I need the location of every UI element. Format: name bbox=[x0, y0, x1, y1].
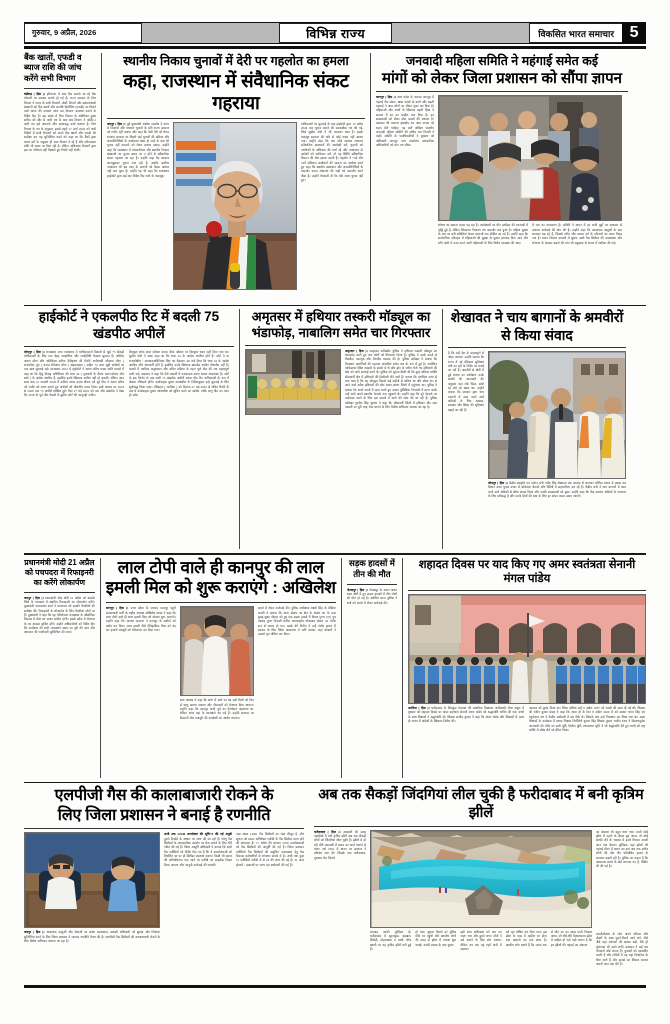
photo-art bbox=[409, 595, 646, 704]
body-copy: से मौत का का खास पानी निकाल आया, जो धीरे-धीरे विशालकाय झील में तब्दील हो गई। यही कारण है कि इन झीलों की गहराई का अंदाजा bbox=[550, 929, 593, 947]
divider bbox=[314, 826, 648, 827]
story-faridabad-col8 bbox=[596, 830, 648, 930]
row-1 bbox=[24, 53, 646, 301]
story-faridabad-headline: अब तक सैकड़ों जिंदगियां लील चुकी है फरीदाबाद में बनी कृत्रिम झीलें bbox=[318, 787, 644, 822]
masthead bbox=[24, 22, 646, 44]
story-faridabad-col1 bbox=[314, 830, 366, 994]
body-copy: शोषण का सामना करना पड़ रहा है। कार्यस्थलों पर यौन उत्पीड़न की घटनाओं में वृद्धि हुई है, लेकिन शिकायत निवारण तंत्र कमजोर बना हुआ है। महिला सुरक्षा के नाम पर बनी समितियां केवल कागजों तक सीमित रह गई हैं। उन्होंने कहा कि सार्वजनिक परिवहन में महिलाओं की सुरक्षा के पुख्ता इंतजाम किए जाएं और रात्रि पाली में काम करने वाली महिलाओं के लिए विशेष व्यवस्था की जाए। bbox=[438, 223, 528, 245]
dateline: जोधपुर ( हिस )। bbox=[488, 481, 508, 486]
column-divider bbox=[370, 53, 371, 301]
divider bbox=[107, 118, 365, 119]
divider bbox=[245, 345, 437, 346]
story-lpg bbox=[24, 786, 304, 981]
dateline: कानपुर ( हिस )। bbox=[376, 95, 396, 100]
story-gehlot-col1 bbox=[107, 122, 169, 307]
body-copy: अमृतसर कमिश्नरेट पुलिस ने हथियार तस्करी मॉड्यूल का भंडाफोड़ करते हुए चार लोगों को गिरफ्तार किया है। पुलिस ने उनके कब्जे से पिस्तौल, कारतूस और मैगजीन बरामद की है। पुलिस कमिश्नर ने बताया कि गिरफ्तार आरोपियों की पहचान नाबालिग समेत चार के रूप में हुई है। आरोपित पाकिस्तान स्थित तस्करों के संपर्क में थे और ड्रोन के जरिए भेजे गए हथियारों की खेप को आगे सप्लाई करते थे। पुलिस को सूचना मिली थी कि कुछ संदिग्ध व्यक्ति सीमावर्ती क्षेत्र में हथियारों की डिलीवरी लेने वाले हैं। bbox=[345, 348, 437, 379]
story-highcourt bbox=[24, 309, 234, 549]
story-lpg-headline-line2: लिए जिला प्रशासन ने बनाई है रणनीति bbox=[57, 806, 271, 824]
body-copy: में भय का वातावरण है। समिति ने ज्ञापन में इन सभी मुद्दों पर प्रशासन से तत्काल कार्रवाई की मांग की है। उन्होंने कहा कि आवश्यक वस्तुओं के दाम लगातार बढ़ रहे हैं, जिससे गरीब और मध्यम वर्ग के परिवारों का बजट बिगड़ गया है। राशन वितरण प्रणाली में सुधार, सस्ते गैस सिलेंडर की उपलब्धता और रोजगार के अवसर बढ़ाने की मांग भी प्रमुखता से ज्ञापन में शामिल की गई। bbox=[532, 223, 622, 245]
body-copy: पास संपन्न 14561 गैस सिलेंडरों का भंडा मौजूद है, और सूचना को 6262 अतिरिक्त एजेंसी के गैस सिलेंडर प्राप्त होने की संभावना है। 17 अप्रैल की लगभग 5256 उपभोक्ताओं को गैस सिलेंडरों की आपूर्ति की गई है। bbox=[236, 832, 304, 850]
story-lpg-headline-line1: एलपीजी गैस की कालाबाजारी रोकने के bbox=[54, 787, 274, 805]
body-copy-2: जिला प्रशासन एजेंसियों गैस सिलेंडरों की समुचित उपलब्धता हेतु गैस विकास कर्मचारियों से लगातार संपर्क में है। अभी तक कुल 51 एजेंसियों एजेंसी में से 26 की जांच की गई है। 31 अन्य होटलों / ढाबाओं पर जांच एवं छापेमारी की गई है। bbox=[236, 845, 304, 867]
dateline: जयपुर ( हिस )। bbox=[24, 930, 45, 935]
body-copy-2: बताया कि प्रारंभिक जांच से पता चला है कि यह मॉड्यूल पिछले कई महीनों से सक्रिय था और सीमा पार से आने वाले अवैध हथियारों की खेप अलग-अलग जिलों में पहुंचाता था। पुलिस ने बताया कि अपने कब्जे में काम करते हुए उनका पुलिसिया निगरानी में प्राप्त करके उन्हें आगे अपने स्थानीय नेटवर्क तक पहुंचाते थे। उन्होंने कहा कि पूरे नेटवर्क का पर्दाफाश करने के लिए इस मामले में आगे की जांच की जा रही है। पुलिस कमिश्नर गुरदीप सिंह भुल्लर ने कहा कि सीमावर्ती जिलों में हथियार और नशा तस्करी पर पूरी तरह रोक लगाने के लिए विशेष अभियान चलाया जा रहा है। bbox=[345, 374, 437, 410]
dateline: चंडीगढ़ ( हिस )। bbox=[24, 91, 45, 96]
story-akhilesh bbox=[106, 558, 336, 778]
story-mangal-headline: शहादत दिवस पर याद किए गए अमर स्वतंत्रता सेनानी मंगल पांडेय bbox=[418, 558, 636, 586]
story-women-committee bbox=[376, 53, 628, 301]
story-shekhawat-headline: शेखावत ने चाय बागानों के श्रमवीरों से किया संवाद bbox=[450, 309, 624, 343]
brand-block bbox=[529, 23, 646, 43]
story-bank-audit bbox=[24, 53, 96, 301]
story-bank-audit-headline: बैंक खातों, एफडी व ब्याज राशि की जांच करेंगे सभी विभाग bbox=[24, 52, 82, 84]
body-copy: कब्जे में लेकर कार्रवाई की। पुलिस अधीक्षक लक्ष्मी सिंह के मीडिया प्रभारी ने बताया कि थाना सेक्टर 39 क्षेत्र के सेक्टर 90 के पास सुबह-सुबह दोपहर को हुए एक सड़क हादसे में विमल गुप्ता (37) पुत्र चंद्रचंद्र गुप्ता निवासी प्रतीक धरातलहोम घोषाबाद सेक्टर 45 गंभीर रूप से घायल हो गए। उसके बेटे विनीत ने उन्हें गंभीर हालत में उपचार के लिए जिला अस्पताल में भर्ती कराया, जहां डॉक्टरों ने उसको मृत घोषित कर दिया। bbox=[257, 606, 336, 637]
body-copy: उसे मृत घोषित कर दिया गया। इस झील के पास में माहौल पर होता सात खदानों का एक संघर है। स्थानीय लोग बताते हैं कि 1990 तक bbox=[505, 929, 547, 947]
story-faridabad-col7 bbox=[551, 930, 592, 992]
body-copy: गोरखपुर के अलग अलग थाना क्षेत्रों में हुए सड़क हादसों में तीन लोगों की मौत हो गई है। संबंधित थाना पुलिस ने शवों को कब्जे में लेकर कार्रवाई की। bbox=[346, 587, 398, 605]
divider bbox=[448, 347, 626, 348]
story-mangal-col1 bbox=[408, 706, 524, 768]
body-copy: आवाज को बुलंद किया था। जिला बलिया उन्हें 8 अप्रैल 1857 को फांसी की सजा दी गई थी। शिक्षक श्री रंजीत कुमार मंडल ने कहा कि आज ही के दिन 8 अप्रैल 1929 में को सरदार भगत सिंह एवं बटुकेश्वर दत्त ने केंद्रीय असेंबली में बम फेंके थे। जिसके बाद उन्हें गिरफ्तार कर लिया गया था। कक्षा शिक्षकों के कार्यक्रम में प्रधान शिक्षक निर्मलिनी कुमार सिंह शिक्षक कुमार राजीव रंजन ने विस्तारपूर्वक जानकारी दी। मौके पर सभी मूर्ति, दिलीप मूर्ति, श्यामलाल मूर्ति, ने भी श्रद्धांजलि देते हुए बच्चों को राष्ट्र भक्ति में सीख लेने को प्रेरित किया। bbox=[529, 706, 646, 732]
column-divider bbox=[442, 309, 443, 549]
story-modi-body bbox=[24, 596, 95, 774]
dateline: कानपुर ( हिस )। bbox=[105, 606, 129, 611]
photo-officials-desk bbox=[24, 832, 160, 928]
page-number: 5 bbox=[622, 23, 646, 43]
body-copy: आवश्यक वस्तुओं और सेवाओं का संबंध उपलब्धता, प्रशासी अधिकारी को सुरक्षा और निर्भरता सुनिश्चित करने के लिए जिला प्रशासन ने व्यापक रणनीति तैयार की है। एलपीजी गैस सिलेंडरों की कालाबाजारी रोकने के लिए विशेष अभियान चलाया जा रहा है। bbox=[24, 930, 160, 943]
story-gehlot-headline: कहा, राजस्थान में संवैधानिक संकट गहराया bbox=[123, 69, 349, 114]
story-highcourt-headline: हाईकोर्ट ने एकलपीठ रिट में बदली 75 खंडपीठ अपीलें bbox=[38, 309, 220, 341]
story-shekhawat-col-left bbox=[448, 351, 484, 551]
dateline: जोधपुर ( हिस )। bbox=[24, 349, 45, 354]
body-copy: इसी शाम अधिकांश घटे पाए गए जाता गया और डूबने लगा। दोनों ने उसे बचाने के लिए शोर मचाया, लेकिन तब तक वह गहरे पानी में समाया। bbox=[460, 929, 502, 951]
body-copy: प्रधानमंत्री नरेंद्र मोदी 21 अप्रैल को बाड़मेर जिले के पचपदरा में स्थापित रिफाइनरी का लोकार्पण करेंगे। मुख्यमंत्री भजनलाल शर्मा ने मंगलवार को इसकी तैयारियों की समीक्षा की। रिफाइनरी के लोकार्पण के लिए तैयारियां जोरों पर हैं। मुख्यमंत्री ने कहा कि यह परियोजना राजस्थान के औद्योगिक विकास में मील का पत्थर साबित होगी। इससे प्रदेश में रोजगार के नए अवसर सृजित होंगे। उन्होंने अधिकारियों को निर्देश दिए कि कार्यक्रम की सभी व्यवस्थाएं समय पर पूरी की जाएं और आमजन की भागीदारी सुनिश्चित की जाए। bbox=[24, 595, 95, 635]
story-gehlot-eyebrow: स्थानीय निकाय चुनावों में देरी पर गहलोत का हमला bbox=[123, 53, 349, 68]
body-copy-2: अरावली में खनन का कार्य चलाने से चला। वर्ष 1991 में खनन पर सरकार ने प्रतिबंध लगा दी। जिसके बाद फरीदाबाद-गुरुग्राम रोड किनारे bbox=[314, 842, 366, 860]
body-copy: पुराने रिकॉर्ड के आधार पर जांच की जा रही है। घरेलू गैस सिलेंडरों के व्यावसायिक उपयोग पर रोक लगाने के लिए टीमें गठित की गई हैं। जिला आपूर्ति अधिकारी ने बताया कि सभी गैस एजेंसियों को निर्देश दिए गए हैं कि वे उपभोक्ताओं को निर्धारित दर पर ही सिलेंडर उपलब्ध कराएं। किसी भी प्रकार की अनियमितता पाए जाने पर एजेंसी का लाइसेंस निरस्त किया जाएगा और कानूनी कार्रवाई की जाएगी। bbox=[164, 836, 232, 867]
divider bbox=[24, 828, 304, 829]
subhead: अभी तक 22340 उपभोक्ता की सूचि'ा की गई अनुदी bbox=[164, 832, 232, 837]
story-lpg-col3 bbox=[236, 832, 304, 994]
photo-art bbox=[25, 833, 160, 928]
story-akhilesh-headline-line1: लाल टोपी वाले ही कानपुर की लाल bbox=[117, 557, 324, 577]
divider bbox=[24, 346, 234, 347]
divider bbox=[408, 590, 646, 591]
dateline: अमृतसर ( हिस )। bbox=[345, 348, 368, 353]
story-women-col3 bbox=[532, 223, 622, 283]
story-modi-headline: प्रधानमंत्री मोदी 21 अप्रैल को पचपदरा में रिफाइनरी का करेंगे लोकार्पण bbox=[24, 557, 95, 588]
body-copy: केंद्रीय संस्कृति एवं पर्यटन मंत्री गजेंद्र सिंह शेखावत एक सप्ताह से लगातार पश्चिम बंगाल में प्रवास कर विधान सभा चुनाव प्रचार में सक्रियता बैठकों और रैलियों में सहभागिता कर रहे हैं। केंद्रीय मंत्री ने चाय बागानों में काम करने वाले श्रमिकों से सीधा संवाद किया और उनकी समस्याओं को सुना। उन्होंने कहा कि केंद्र सरकार श्रमिकों के कल्याण के लिए प्रतिबद्ध है और उनके हितों की रक्षा के लिए हर संभव कदम उठाए जाएंगे। bbox=[488, 481, 626, 499]
story-road-body bbox=[347, 588, 397, 760]
story-faridabad-col3 bbox=[370, 930, 411, 992]
story-akhilesh-col1 bbox=[106, 606, 176, 766]
divider bbox=[24, 88, 96, 89]
dateline: जयपुर ( हिस )। bbox=[24, 595, 44, 600]
story-akhilesh-col2 bbox=[180, 698, 254, 766]
story-shekhawat-caption-body bbox=[488, 481, 626, 549]
column-divider bbox=[101, 53, 102, 301]
story-lpg-col2 bbox=[164, 832, 232, 994]
row-2 bbox=[24, 309, 646, 549]
body-copy: उत्तर प्रदेश के जनपद कानपुर में गहराई गैस संकट, खाद्य पदार्थ के दामों और बढ़ती महंगाई ने आम लोगों का जीवन दूभर कर दिया है। महिलाओं और बच्चों के खिलाफ बढ़ती हिंसा ने समाज में डर का माहौल बना दिया है। इन समस्याओं को लेकर ठोस कदमों की जरूरत है। प्रशासन की तत्काल हस्तक्षेप कर आम जनता को राहत देनी चाहिए। यह बातें अखिल भारतीय जनवादी महिला समिति की सचिव रमा तिवारी ने कहीं। समिति के पदाधिकारियों ने बुधवार को अधिकारी कानपुर नगर कार्यालय प्रशासनिक अधिकारियों को मांग पत्र सौंपा। bbox=[376, 95, 434, 148]
photo-women-memorandum bbox=[438, 95, 622, 221]
story-faridabad-col5 bbox=[460, 930, 501, 992]
photo-art bbox=[371, 831, 592, 928]
dateline: गोरखपुर ( हिस )। bbox=[346, 587, 368, 592]
photo-shekhawat-outdoor bbox=[488, 351, 626, 479]
body-copy: लगवाह काफी मुश्किल है। फरीदाबाद में सूरजकुंड, बड़खल, सिरोही, मोहनखाल व पाली, धौज स्थानी पर यह कृत्रिम झीलें बनी हुई हैं। bbox=[370, 929, 412, 951]
story-women-eyebrow: जनवादी महिला समिति ने महंगाई समेत कई bbox=[406, 53, 598, 68]
body-copy-2: युवाओं को आकर्षित करती हैं और गर्मियों में वह यहां पिकनिक के लिए आते हैं और हादसे का शिकार बनकर अपनी जान गंवा देते हैं। bbox=[596, 948, 648, 966]
publication-date: गुरुवार, 9 अप्रैल, 2026 bbox=[24, 23, 142, 43]
row-4 bbox=[24, 786, 646, 981]
masthead-rule bbox=[24, 46, 646, 49]
story-mangal-pandey bbox=[408, 558, 646, 778]
divider bbox=[376, 91, 628, 92]
story-gehlot bbox=[107, 53, 365, 301]
photo-art bbox=[181, 607, 254, 696]
dateline: जयपुर ( हिस )। bbox=[107, 121, 126, 126]
story-women-col1 bbox=[376, 95, 434, 285]
photo-artificial-lake bbox=[370, 830, 592, 928]
story-amritsar bbox=[245, 309, 437, 549]
story-modi-refinery bbox=[24, 558, 95, 778]
story-highcourt-col1 bbox=[24, 350, 124, 555]
row-3 bbox=[24, 558, 646, 778]
body-copy: फतेहाबाद के शिवकुंड पंचायत की प्राथमिक विद्यालय आदिवासी टोला मथुरा में बुधवार को शहादत दिवस पर अमर स्वतंत्रता सेनानी मंगल पांडेय को श्रद्धांजलि अर्पित की गई। बच्चों के साथ शिक्षकों ने श्रद्धांजलि दी। शिक्षक संजीव कुमार ने कहा कि मंगल पांडेय और शिक्षकों में, साथ ही भारत में अंग्रेजों के खिलाफ विरोध की। bbox=[408, 706, 525, 724]
divider bbox=[106, 602, 336, 603]
story-faridabad-lakes bbox=[314, 786, 648, 981]
story-akhilesh-headline-line2: इमली मिल को शुरू कराएंगे : अखिलेश bbox=[105, 578, 336, 598]
body-copy: बिल्कुल लोक संदर कौशल बनाम बीना कौशल पर बिल्कुल ध्यान नहीं दिया गया था। सुप्रीम कोर्ट ने साफ कहा था कि धारा 24 के आदेश अंतरिम होते हैं। कोर्ट ने या राजकोषीय / आयकरअधिनियम लिए गए फैसला। का तर्क दिया कि धारा 24 के आदेश अंतरिम और अंतरवर्ती होते हैं, इसलिए उनके खिलाफ खंडपीठ अपील पोषणीय नहीं है। मामले में न्यायिक अनुशासन और उचित प्रक्रिया के तहत पूर्ण पीठ की राय महत्वपूर्ण मानी गई। अदालत ने कहा कि ऐसे मामलों में एकरूपता बनाए रखना आवश्यक है। कोर्ट के इस निर्णय के बाद सभी 75 खंडपीठ अपीलें एकल पीठ रिट याचिकाओं के रूप में दोबारा रजिस्टर्ड होंगी। कार्यवाहक मुख्य न्यायाधीश के निर्देशानुसार इन्हें सुनवाई के लिए सूचीबद्ध किया जाए। रजिस्ट्रार ( न्यायिक ) को दिनांक 27 मई 2022 से लंबित रिपोर्ट के बाद में कार्यवाहक मुख्य न्यायाधीश को सूचित करने का आदेश, ताकि लागू पीठ का गठन हो सके। bbox=[129, 349, 229, 398]
story-faridabad-col4 bbox=[415, 930, 456, 992]
story-road-headline: सड़क हादसों में तीन की मौत bbox=[349, 557, 395, 580]
story-amritsar-headline: अमृतसर में हथियार तस्करी मॉड्यूल का भंडाफोड़, नाबालिग समेत चार गिरफ्तार bbox=[251, 309, 431, 341]
body-copy: उत्तर प्रदेश के जनपद कानपुर पहुंचे समाजवादी पार्टी के राष्ट्रीय अध्यक्ष अखिलेश यादव ने कहा कि लाल टोपी वाले ही लाल इमली मिल को दोबारा शुरू कराएंगे। उन्होंने कहा कि भाजपा सरकार ने कानपुर के उद्योगों को बर्बाद कर दिया। लाल इमली जैसे ऐतिहासिक मिल को बंद कर हजारों मजदूरों को बेरोजगार कर दिया गया। bbox=[105, 606, 176, 632]
body-copy: पूर्व मुख्यमंत्री अशोक गहलोत ने राज्य में निकायों और पंचायत चुनावों के प्रति राज्य सरकार को गंभीर नहीं बताया और कहा कि ऐसी देरी को लेकर भाजपा सरकार पर पिछले कई चुनावों की प्रक्रिया और जनप्रतिनिधियों के कार्यकाल खत्म हो जाने के बाद भी चुनाव नहीं करवाने को लेकर सवाल उठाए। उन्होंने कहा कि राजस्थान में पंचायतीराज और स्थानीय निकाय संस्थाओं का चुनाव समय पर न होने से संवैधानिक संकट गहराता जा रहा है। उन्होंने कहा कि सरकार जानबूझकर चुनाव टाल रही है, जबकि सर्वोच्च न्यायालय भी इस तरह के कारणों को बैठक आधार नहीं मान चुका है। उन्होंने यह भी कहा कि राजस्थान हाईकोर्ट द्वारा कई बार निर्देश दिए जाने के बावजूद। bbox=[107, 121, 169, 178]
story-women-col2 bbox=[438, 223, 528, 283]
photo-akhilesh-supporters bbox=[180, 606, 254, 696]
masthead-spacer-right bbox=[392, 23, 529, 43]
column-divider bbox=[341, 558, 342, 778]
photo-school-assembly bbox=[408, 594, 646, 704]
masthead-spacer-left bbox=[142, 23, 279, 43]
body-copy: हरियाणा में आए दिन सामने आ रहे बैंक घोटालों पर सरकार सतर्क हो गई है। राज्य सरकार के वित्त विभाग ने राज्य के सभी विभागों, बोर्डों, निगमों और स्वायत्तशासी संस्थानों को बैंक खातों और सावधि डिपॉजिट (एफडी) पर मिलने वाले ब्याज की तत्काल जांच कर विवरण उपलब्ध कराने के निर्देश दिए हैं। इस संबंध में वित्त विभाग के अतिरिक्त मुख्य सचिव को और से जारी पत्र के बाद अब विभाग ने फॉर्मेट-1 जारी कर इसे अपनाने और समयबद्ध कार्य चलाया है। वित्त विभाग के पत्र के अनुसार, इससे पहले 17 मार्च 2026 को जारी निर्देशों में सभी विभागों को अपने बैंक खातों और एफडी की समीक्षा कर यह सुनिश्चित करने को कहा था कि बैंकों द्वारा ब्याज दरों के अनुसार ही जमा विभाग दे रहे हैं और परिपक्वता राशि भी समय पर मिल रही है। लेकिन अधिकांश विभागों द्वारा इस पर गंभीरता नहीं दिखाते हुए रिपोर्ट नहीं भेजी। bbox=[24, 91, 96, 153]
story-shekhawat bbox=[448, 309, 626, 549]
story-road-accidents bbox=[347, 558, 397, 778]
story-highcourt-col2 bbox=[129, 350, 229, 555]
story-gehlot-col2 bbox=[301, 122, 363, 307]
row-3-bottom-rule bbox=[24, 782, 646, 784]
body-copy: याचिकाओं पर सुनवाई के बाद हाईकोर्ट द्वारा 15 अप्रैल 2026 तक चुनाव कराने की समयसीमा तय की गई, जिसे सुप्रीम कोर्ट ने भी बरकरार रखा है। इसके बावजूद सरकार की ओर से कोई कदम नहीं उठाया गया। उन्होंने कहा कि जब कोई सरकार लगातार संवैधानिक प्रावधानों की अनदेखी करे, चुनावों को नागरिकों के अधिकार की चर्चा रहे और न्यायालय के आदेशों को दरकिनार करें, तो यह स्थिति संवैधानिक विघटन की ओर इशारा करती है। गहलोत ने 73वें और 74वें संविधान संशोधनों की भावना का उल्लेख करते हुए कहा कि स्थानीय स्वशासन और जनप्रतिनिधियों के कमजोर करना लोकतंत्र की जड़ों को कमजोर करने जैसा है। उन्होंने चेतावनी दी कि यदि जल्द चुनाव नहीं हुए। bbox=[301, 121, 363, 183]
brand-name: विकसित भारत समाचार bbox=[529, 23, 622, 43]
photo-art bbox=[246, 350, 341, 415]
story-bank-audit-body bbox=[24, 92, 96, 282]
story-lpg-col1 bbox=[24, 930, 160, 992]
dateline: अरनिया ( हिस )। bbox=[408, 706, 430, 711]
divider bbox=[347, 584, 397, 585]
story-amritsar-body bbox=[345, 349, 437, 554]
body-copy: का अंदाजा भी बहुत चला गया। कभी कोई झील में नहाने के दौरान डूब जाता, तो कोई सेल्फी लेने के चक्कर में इनमें गिरकर अपनी जान गंवा बैठता। मुश्किल, यहां झीलों की गहराई मीटर में खनन का क्रम अब तक करीब लोगों की मौत लैंप प्रतिबंधित हालत के लगातार बढ़ती रही है। पुलिस का कहना है कि आसपास खतरे के बोर्ड लगवाए गए हैं, फेंसिंग भी की गई है। bbox=[596, 829, 648, 869]
column-divider bbox=[239, 309, 240, 549]
photo-police-briefing bbox=[245, 349, 341, 415]
story-faridabad-col9 bbox=[596, 932, 648, 994]
photo-art bbox=[489, 352, 626, 479]
story-akhilesh-col3 bbox=[258, 606, 336, 766]
body-copy: एलपीजीआर के लोग अपने परिवार और दोस्तों के साथ घूमने-फिरने आने लगे, जैसे जैसे यहां पर्यटकों की संख्या बढ़ी, वैसे ही दुर्घटनाएं भी बढ़ने लगीं। प्रशासन ने कई बार चेतावनी बोर्ड लगाए हैं। bbox=[596, 931, 648, 953]
story-faridabad-col6 bbox=[506, 930, 547, 992]
photo-art bbox=[174, 123, 297, 290]
column-divider bbox=[100, 558, 101, 778]
section-title: विभिन्न राज्य bbox=[279, 23, 392, 43]
story-women-headline: मांगों को लेकर जिला प्रशासन को सौंपा ज्ञापन bbox=[382, 69, 622, 87]
body-copy: राजस्थान उच्च न्यायालय ने याचिकाकर्ता विवादों से जुड़े 75 सैकड़ों याचिकाओं के लिए एक बेहद न्यायाधिक और जनहितैषी फैसला सुनाया है। जस्टिस अरुण मोंगा और अतिरिक्त प्रतीक देवीकृष्ण की रिपोर्ट अपीलार्थी कौशल्य मोंगा ( राजनंदेश, पुत्र ) बनाम रतिकांत मोंगा ( अहमदाबाद ) सहित 74 अन्य जुड़ी अपीलों पर एक साथ सुनवाई गई। दरअसल, 2012 में हाईकोर्ट ने अलग मनिष बनाम शांति मामले में कहा था कि हिंदू विवाह अधिनियम की धारा 24 ( गुजराती के दौरान भरण-पोषण और खर्च ) के आदेश अंतरिम हैं, इसलिए इनके खिलाफ अपील नहीं हो सकती। लेकिन आठ साल बाद 12 जनवरी 2018 में कविता व्यास बनाम दीपक दवे पूर्व पीठ ने अलग मनिष को नजीर को गलत बताते हुए अपीलों को पोषणीय करार दिया। इसी आधार पर 2018 से 2026 तक 75 अपीलें दाखिल हुईं। फिर 27 मई 2022 को एक और खंडपीठ ने देखा कि 2018 के पूर्व पीठ फैसले में सुप्रीम कोर्ट की कानूनही नजीर। bbox=[24, 349, 124, 398]
body-copy: अरावली की सतह पहाड़ियों में बनी कृत्रिम झीलें अब तक सैकड़ों लोगों को जिंदगियां लील चुकी हैं। झीलों में हो रही मौतें bbox=[314, 829, 366, 847]
photo-gehlot-speaking bbox=[173, 122, 297, 290]
column-divider bbox=[402, 558, 403, 778]
photo-art bbox=[439, 96, 622, 221]
body-copy: सपा अध्यक्ष ने कहा कि सत्ता में आने पर बंद पड़ी मिलों को फिर से चालू कराया जाएगा और नौजवानों को रोजगार दिया जाएगा। उन्होंने कहा कि कानपुर कभी पूर्व का मैनचेस्टर कहलाता था, लेकिन आज यहां के कारखाने बंद पड़े हैं। उन्होंने सरकार पर किसानों और मजदूरों की अनदेखी का आरोप लगाया। bbox=[179, 698, 254, 720]
story-mangal-col2 bbox=[529, 706, 645, 768]
dateline: फरीदाबाद ( हिस )। bbox=[314, 829, 341, 834]
divider bbox=[24, 592, 95, 593]
body-copy: है कि उन्हें देश के महत्वपूर्ण से जोड़ा जाएगा। उन्होंने बताया कि राज्य में नई मेडिकल सुविधाएं मंत्री का रही के निर्देश पर बनाई जा रही हैं। श्रमवीरों से खेती में हुई मंत्रणा का पर्यवेक्षण उनके संबंधों की जानकारी दी। अनुसार यहां लंबे पिंडर, सभी रहे लंबे का खास था। उन्होंने बताया कि सरकार द्वारा चाय बागानों में काम करने वाले श्रमिकों के लिए आवास, स्वास्थ्य और शिक्षा की सुविधाएं बढ़ाई जा रही हैं। bbox=[448, 351, 484, 412]
body-copy: हो गया। सूचना मिलने पर पुलिस मौके पर पहुंची और स्थानीय लोगों की मदद से झील में तलाश शुरू कराई। काफी प्रयास के बाद युवक bbox=[415, 929, 457, 947]
